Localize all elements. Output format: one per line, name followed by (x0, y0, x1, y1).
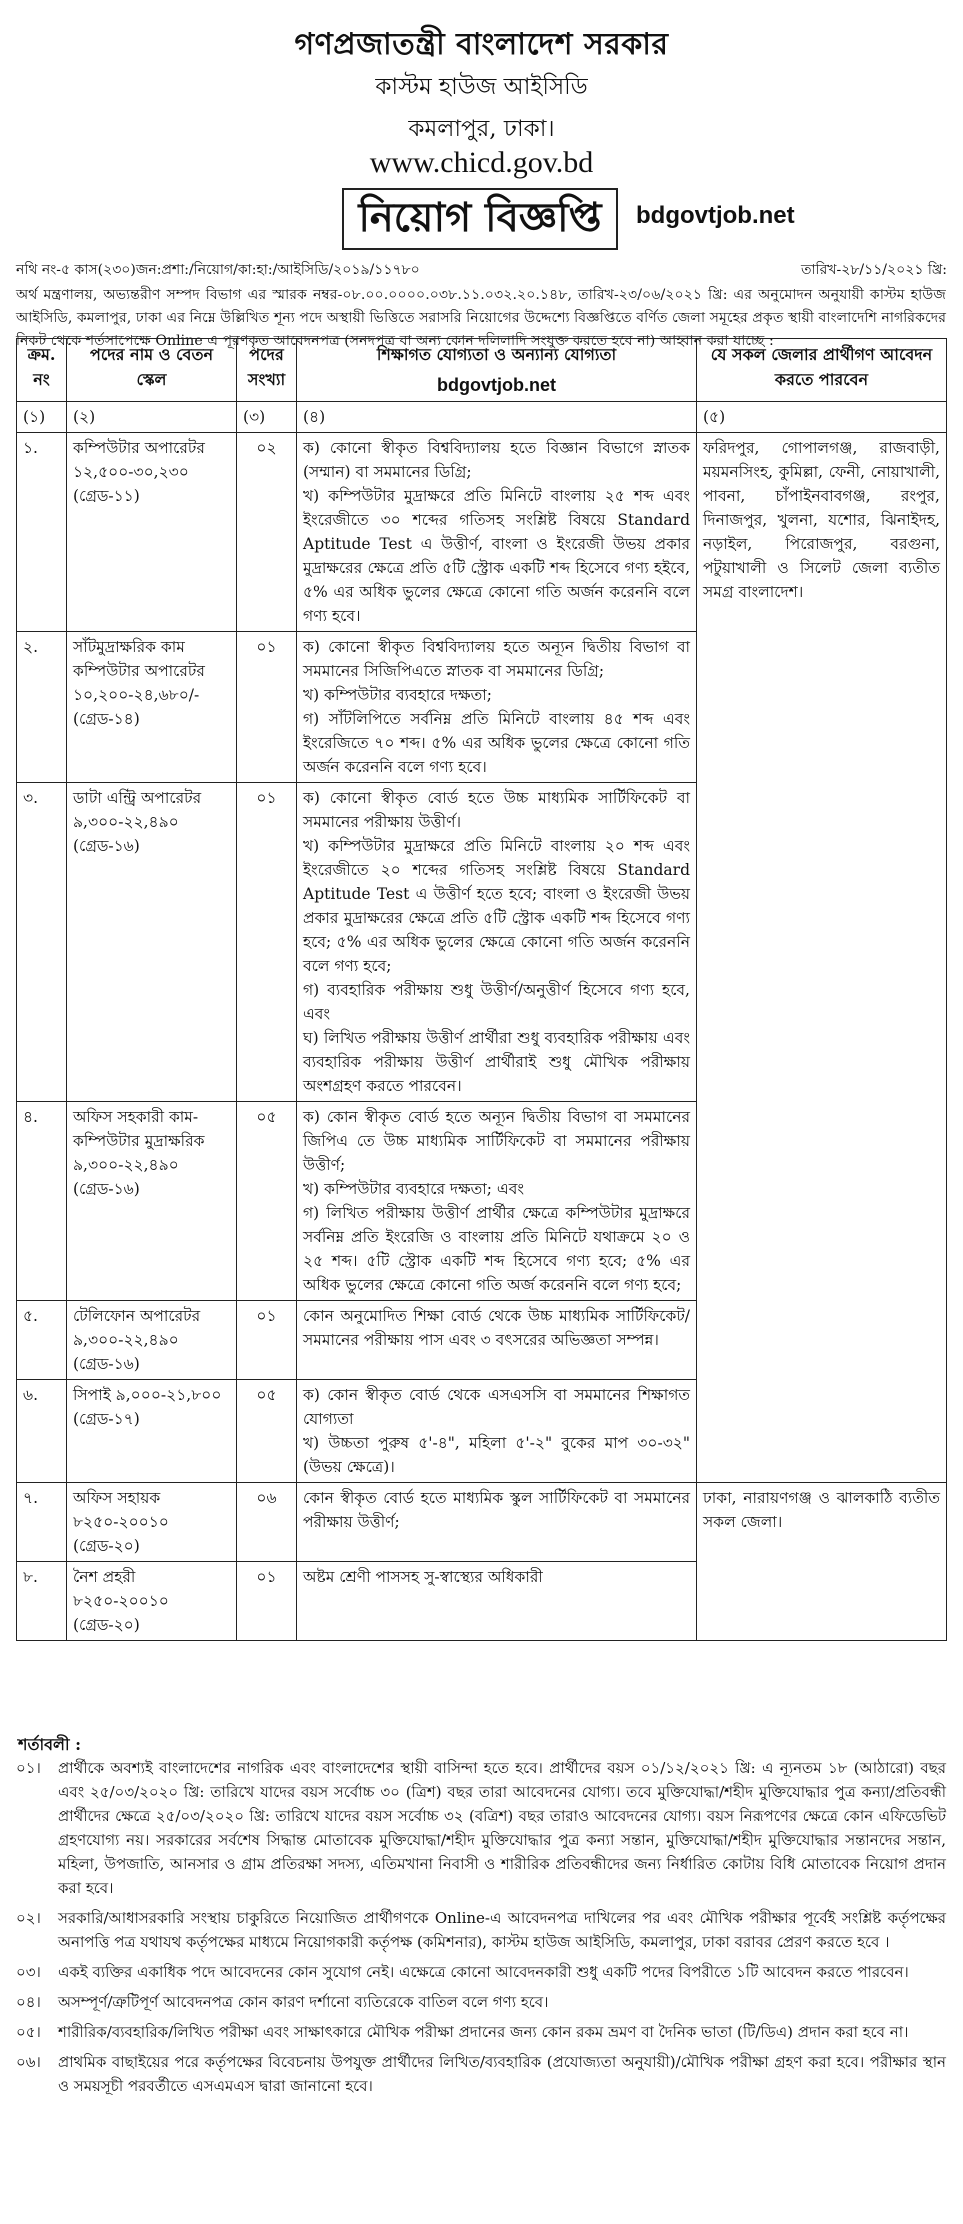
row-post: সিপাই ৯,০০০-২১,৮০০ (গ্রেড-১৭) (67, 1380, 237, 1483)
condition-number: ০১। (16, 1759, 41, 1777)
row-serial: ১. (17, 433, 67, 632)
qualification-item: খ) কম্পিউটার মুদ্রাক্ষরে প্রতি মিনিটে বাংলায় ২৫ শব্দ এবং ইংরেজীতে ৩০ শব্দের গতিসহ সংশ্লিষ্ট বিষয়ে Standard Aptitude Test এ উত্তীর্ণ, বাংলা ও ইংরেজী উভয় প্রকার মুদ্রাক্ষরের ক্ষেত্রে প্রতি ৫টি স্ট্রোক একটি শব্দ হিসেবে গণ্য হইবে, ৫% এর অধিক ভুলের ক্ষেত্রে কোনো গতি অর্জন করেননি বলে গণ্য হবে। (303, 487, 690, 625)
qualification-item: খ) কম্পিউটার মুদ্রাক্ষরে প্রতি মিনিটে বাংলায় ২০ শব্দ এবং ইংরেজীতে ২০ শব্দের গতিসহ সংশ্লিষ্ট বিষয়ে Standard Aptitude Test এ উত্তীর্ণ হতে হবে; বাংলা ও ইংরেজী উভয় প্রকার মুদ্রাক্ষরের ক্ষেত্রে প্রতি ৫টি স্ট্রোক একটি শব্দ হিসেবে গণ্য হবে; ৫% এর অধিক ভুলের ক্ষেত্রে কোনো গতি অর্জন করেননি বলে গণ্য হবে; (303, 837, 690, 975)
table-row (17, 1483, 947, 1562)
condition-item (16, 1990, 946, 2014)
title-area (0, 188, 963, 248)
row-post: ডাটা এন্ট্রি অপারেটর ৯,৩০০-২২,৪৯০ (গ্রেড-১৬) (67, 783, 237, 1102)
condition-item (16, 2050, 946, 2098)
row-serial: ৪. (17, 1102, 67, 1301)
table-header-row (17, 339, 947, 402)
row-qualification (297, 433, 697, 632)
office-name: কাস্টম হাউজ আইসিডি (375, 74, 588, 100)
conditions-title: শর্তাবলী : (18, 1735, 81, 1754)
row-qualification (297, 783, 697, 1102)
column-number: (৪) (297, 402, 697, 433)
header-count: পদের সংখ্যা (237, 339, 297, 402)
conditions-list (16, 1756, 946, 2104)
row-serial: ৩. (17, 783, 67, 1102)
row-serial: ৭. (17, 1483, 67, 1562)
watermark-text: bdgovtjob.net (636, 202, 795, 229)
row-count: ০১ (237, 1301, 297, 1380)
condition-text: অসম্পূর্ণ/ত্রুটিপূর্ণ আবেদনপত্র কোন কারণ দর্শানো ব্যতিরেকে বাতিল বলে গণ্য হবে। (58, 1993, 549, 2011)
row-qualification (297, 632, 697, 783)
office-location: কমলাপুর, ঢাকা। (408, 116, 555, 142)
qualification-item: গ) সাঁটলিপিতে সর্বনিম্ন প্রতি মিনিটে বাংলায় ৪৫ শব্দ এবং ইংরেজিতে ৭০ শব্দ। ৫% এর অধিক ভুলের ক্ষেত্রে কোনো গতি অর্জন করেননি বলে গণ্য হবে। (303, 710, 690, 776)
qualification-item: অষ্টম শ্রেণী পাসসহ সু-স্বাস্থ্যের অধিকারী (303, 1568, 543, 1586)
qualification-item: খ) উচ্চতা পুরুষ ৫'-৪", মহিলা ৫'-২" বুকের মাপ ৩০-৩২" (উভয় ক্ষেত্রে)। (303, 1434, 690, 1476)
row-count: ০৫ (237, 1380, 297, 1483)
qualification-item: ক) কোনো স্বীকৃত বোর্ড হতে উচ্চ মাধ্যমিক সার্টিফিকেট বা সমমানের পরীক্ষায় উত্তীর্ণ। (303, 789, 690, 831)
qualification-item: ক) কোনো স্বীকৃত বিশ্ববিদ্যালয় হতে অন্যূন দ্বিতীয় বিভাগ বা সমমানের সিজিপিএতে স্নাতক বা সমমানের ডিগ্রি; (303, 638, 690, 680)
header-post: পদের নাম ও বেতন স্কেল (67, 339, 237, 402)
row-qualification (297, 1301, 697, 1380)
condition-number: ০২। (16, 1909, 41, 1927)
condition-number: ০৬। (16, 2053, 41, 2071)
header-serial: ক্রম. নং (17, 339, 67, 402)
qualification-item: ঘ) লিখিত পরীক্ষায় উত্তীর্ণ প্রার্থীরা শুধু ব্যবহারিক পরীক্ষায় এবং ব্যবহারিক পরীক্ষায় উত্তীর্ণ প্রার্থীরাই শুধু মৌখিক পরীক্ষায় অংশগ্রহণ করতে পারবেন। (303, 1029, 690, 1095)
row-serial: ৫. (17, 1301, 67, 1380)
row-post: কম্পিউটার অপারেটর ১২,৫০০-৩০,২৩০ (গ্রেড-১১) (67, 433, 237, 632)
condition-item (16, 1756, 946, 1900)
column-number: (৫) (697, 402, 947, 433)
condition-number: ০৫। (16, 2023, 41, 2041)
column-number: (২) (67, 402, 237, 433)
column-number-row (17, 402, 947, 433)
notice-date: তারিখ-২৮/১১/২০২১ খ্রি: (801, 262, 947, 278)
condition-text: শারীরিক/ব্যবহারিক/লিখিত পরীক্ষা এবং সাক্ষাৎকারে মৌখিক পরীক্ষা প্রদানের জন্য কোন রকম ভ্রমণ বা দৈনিক ভাতা (টি/ডিএ) প্রদান করা হবে না। (58, 2023, 909, 2041)
row-qualification (297, 1380, 697, 1483)
row-count: ০১ (237, 1562, 297, 1641)
qualification-item: ক) কোনো স্বীকৃত বিশ্ববিদ্যালয় হতে বিজ্ঞান বিভাগে স্নাতক (সম্মান) বা সমমানের ডিগ্রি; (303, 439, 690, 481)
condition-number: ০৪। (16, 1993, 41, 2011)
row-qualification (297, 1483, 697, 1562)
row-serial: ৮. (17, 1562, 67, 1641)
row-post: অফিস সহায়ক ৮২৫০-২০০১০ (গ্রেড-২০) (67, 1483, 237, 1562)
qualification-item: কোন অনুমোদিত শিক্ষা বোর্ড থেকে উচ্চ মাধ্যমিক সার্টিফিকেট/ সমমানের পরীক্ষায় পাস এবং ৩ বৎসরের অভিজ্ঞতা সম্পন্ন। (303, 1307, 690, 1349)
row-post: অফিস সহকারী কাম-কম্পিউটার মুদ্রাক্ষরিক ৯,৩০০-২২,৪৯০ (গ্রেড-১৬) (67, 1102, 237, 1301)
qualification-item: ক) কোন স্বীকৃত বোর্ড থেকে এসএসসি বা সমমানের শিক্ষাগত যোগ্যতা (303, 1386, 690, 1428)
qualification-item: গ) লিখিত পরীক্ষায় উত্তীর্ণ প্রার্থীর ক্ষেত্রে কম্পিউটার মুদ্রাক্ষরে সর্বনিম্ন প্রতি ইংরেজি ও বাংলায় প্রতি মিনিটে যথাক্রমে ২০ ও ২৫ শব্দ। ৫টি স্ট্রোক একটি শব্দ হিসেবে গণ্য হবে; ৫% এর অধিক ভুলের ক্ষেত্রে কোনো গতি অর্জ করেননি বলে গণ্য হবে; (303, 1204, 690, 1294)
condition-text: সরকারি/আধাসরকারি সংস্থায় চাকুরিতে নিয়োজিত প্রার্থীগণকে Online-এ আবেদনপত্র দাখিলের পর এবং মৌখিক পরীক্ষার পূর্বেই সংশ্লিষ্ট কর্তৃপক্ষের অনাপত্তি পত্র যথাযথ কর্তৃপক্ষের মাধ্যমে নিয়োগকারী কর্তৃপক্ষ (কমিশনার), কাস্টম হাউজ আইসিডি, কমলাপুর, ঢাকা বরাবর প্রেরণ করতে হবে । (58, 1909, 946, 1951)
table-row (17, 433, 947, 632)
header-watermark: bdgovtjob.net (437, 375, 556, 395)
qualification-item: খ) কম্পিউটার ব্যবহারে দক্ষতা; এবং (303, 1180, 524, 1198)
row-count: ০১ (237, 783, 297, 1102)
condition-number: ০৩। (16, 1963, 41, 1981)
memo-number: নথি নং-৫ কাস(২৩০)জন:প্রশা:/নিয়োগ/কা:হা:/আইসিডি/২০১৯/১১৭৮০ (16, 262, 420, 278)
condition-text: প্রার্থীকে অবশ্যই বাংলাদেশের নাগরিক এবং বাংলাদেশের স্থায়ী বাসিন্দা হতে হবে। প্রার্থীদের বয়স ০১/১২/২০২১ খ্রি: এ ন্যূনতম ১৮ (আঠারো) বছর এবং ২৫/০৩/২০২০ খ্রি: তারিখে যাদের বয়স সর্বোচ্চ ৩০ (ত্রিশ) বছর তারা আবেদনের যোগ্য। তবে মুক্তিযোদ্ধা/শহীদ মুক্তিযোদ্ধার পুত্র কন্যা/প্রতিবন্ধী প্রার্থীদের ক্ষেত্রে ২৫/০৩/২০২০ খ্রি: তারিখে যাদের বয়স সর্বোচ্চ ৩২ (বত্রিশ) বছর তারাও আবেদনের যোগ্য। বয়স নিরূপণের ক্ষেত্রে কোন এফিডেভিট গ্রহণযোগ্য নয়। সরকারের সর্বশেষ সিদ্ধান্ত মোতাবেক মুক্তিযোদ্ধা/শহীদ মুক্তিযোদ্ধার পুত্র কন্যা সন্তান, মুক্তিযোদ্ধা/শহীদ মুক্তিযোদ্ধার সন্তানদের সন্তান, মহিলা, উপজাতি, আনসার ও গ্রাম প্রতিরক্ষা সদস্য, এতিমখানা নিবাসী ও শারীরিক প্রতিবন্ধীদের জন্য নির্ধারিত কোটায় বিধি মোতাবেক নিয়োগ প্রদান করা হবে। (58, 1759, 946, 1897)
header-qualification-label: শিক্ষাগত যোগ্যতা ও অন্যান্য যোগ্যতা (376, 345, 617, 364)
row-count: ০২ (237, 433, 297, 632)
column-number: (৩) (237, 402, 297, 433)
row-district: ঢাকা, নারায়ণগঞ্জ ও ঝালকাঠি ব্যতীত সকল জেলা। (697, 1483, 947, 1641)
header-qualification (297, 339, 697, 402)
header-district: যে সকল জেলার প্রার্থীগণ আবেদন করতে পারবেন (697, 339, 947, 402)
row-post: সাঁটমুদ্রাক্ষরিক কাম কম্পিউটার অপারেটর ১০,২০০-২৪,৬৮০/- (গ্রেড-১৪) (67, 632, 237, 783)
row-qualification (297, 1102, 697, 1301)
row-count: ০৬ (237, 1483, 297, 1562)
vacancy-table (16, 338, 947, 1641)
row-count: ০১ (237, 632, 297, 783)
condition-item (16, 1960, 946, 1984)
row-district: ফরিদপুর, গোপালগঞ্জ, রাজবাড়ী, ময়মনসিংহ, কুমিল্লা, ফেনী, নোয়াখালী, পাবনা, চাঁপাইনবাবগঞ্জ, রংপুর, দিনাজপুর, খুলনা, যশোর, ঝিনাইদহ, নড়াইল, পিরোজপুর, বরগুনা, পটুয়াখালী ও সিলেট জেলা ব্যতীত সমগ্র বাংলাদেশ। (697, 433, 947, 1483)
condition-text: প্রাথমিক বাছাইয়ের পরে কর্তৃপক্ষের বিবেচনায় উপযুক্ত প্রার্থীদের লিখিত/ব্যবহারিক (প্রযোজ্যতা অনুযায়ী)/মৌখিক পরীক্ষা গ্রহণ করা হবে। পরীক্ষার স্থান ও সময়সূচী পরবর্তীতে এসএমএস দ্বারা জানানো হবে। (58, 2053, 946, 2095)
row-serial: ৬. (17, 1380, 67, 1483)
row-post: টেলিফোন অপারেটর ৯,৩০০-২২,৪৯০ (গ্রেড-১৬) (67, 1301, 237, 1380)
row-count: ০৫ (237, 1102, 297, 1301)
condition-item (16, 1906, 946, 1954)
row-serial: ২. (17, 632, 67, 783)
qualification-item: কোন স্বীকৃত বোর্ড হতে মাধ্যমিক স্কুল সার্টিফিকেট বা সমমানের পরীক্ষায় উত্তীর্ণ; (303, 1489, 690, 1531)
government-name: গণপ্রজাতন্ত্রী বাংলাদেশ সরকার (294, 27, 669, 62)
website-url: www.chicd.gov.bd (369, 146, 594, 179)
qualification-item: ক) কোন স্বীকৃত বোর্ড হতে অন্যূন দ্বিতীয় বিভাগ বা সমমানের জিপিএ তে উচ্চ মাধ্যমিক সার্টিফিকেট বা সমমানের পরীক্ষায় উত্তীর্ণ; (303, 1108, 690, 1174)
qualification-item: গ) ব্যবহারিক পরীক্ষায় শুধু উত্তীর্ণ/অনুত্তীর্ণ হিসেবে গণ্য হবে, এবং (303, 981, 690, 1023)
column-number: (১) (17, 402, 67, 433)
notice-title: নিয়োগ বিজ্ঞপ্তি (342, 188, 618, 250)
row-post: নৈশ প্রহরী ৮২৫০-২০০১০ (গ্রেড-২০) (67, 1562, 237, 1641)
intro-paragraph: অর্থ মন্ত্রণালয়, অভ্যন্তরীণ সম্পদ বিভাগ এর স্মারক নম্বর-০৮.০০.০০০০.০৩৮.১১.০৩২.২০.১৪৮, তারিখ-২৩/০৬/২০২১ খ্রি: এর অনুমোদন অনুযায়ী কাস্টম হাউজ আইসিডি, কমলাপুর, ঢাকা এর নিম্নে উল্লিখিত শূন্য পদে অস্থায়ী ভিত্তিতে সরাসরি নিয়োগের উদ্দেশ্যে বিজ্ঞপ্তিতে বর্ণিত জেলা সমূহের প্রকৃত স্থায়ী বাংলাদেশি নাগরিকদের নিকট থেকে শর্তসাপেক্ষে Online এ পূরণকৃত আবেদনপত্র (সনদপত্র বা অন্য কোন দলিলাদি সংযুক্ত করতে হবে না) আহ্বান করা যাচ্ছে : (16, 287, 946, 349)
row-qualification (297, 1562, 697, 1641)
condition-text: একই ব্যক্তির একাধিক পদে আবেদনের কোন সুযোগ নেই। এক্ষেত্রে কোনো আবেদনকারী শুধু একটি পদের বিপরীতে ১টি আবেদন করতে পারবেন। (58, 1963, 909, 1981)
qualification-item: খ) কম্পিউটার ব্যবহারে দক্ষতা; (303, 686, 492, 704)
condition-item (16, 2020, 946, 2044)
